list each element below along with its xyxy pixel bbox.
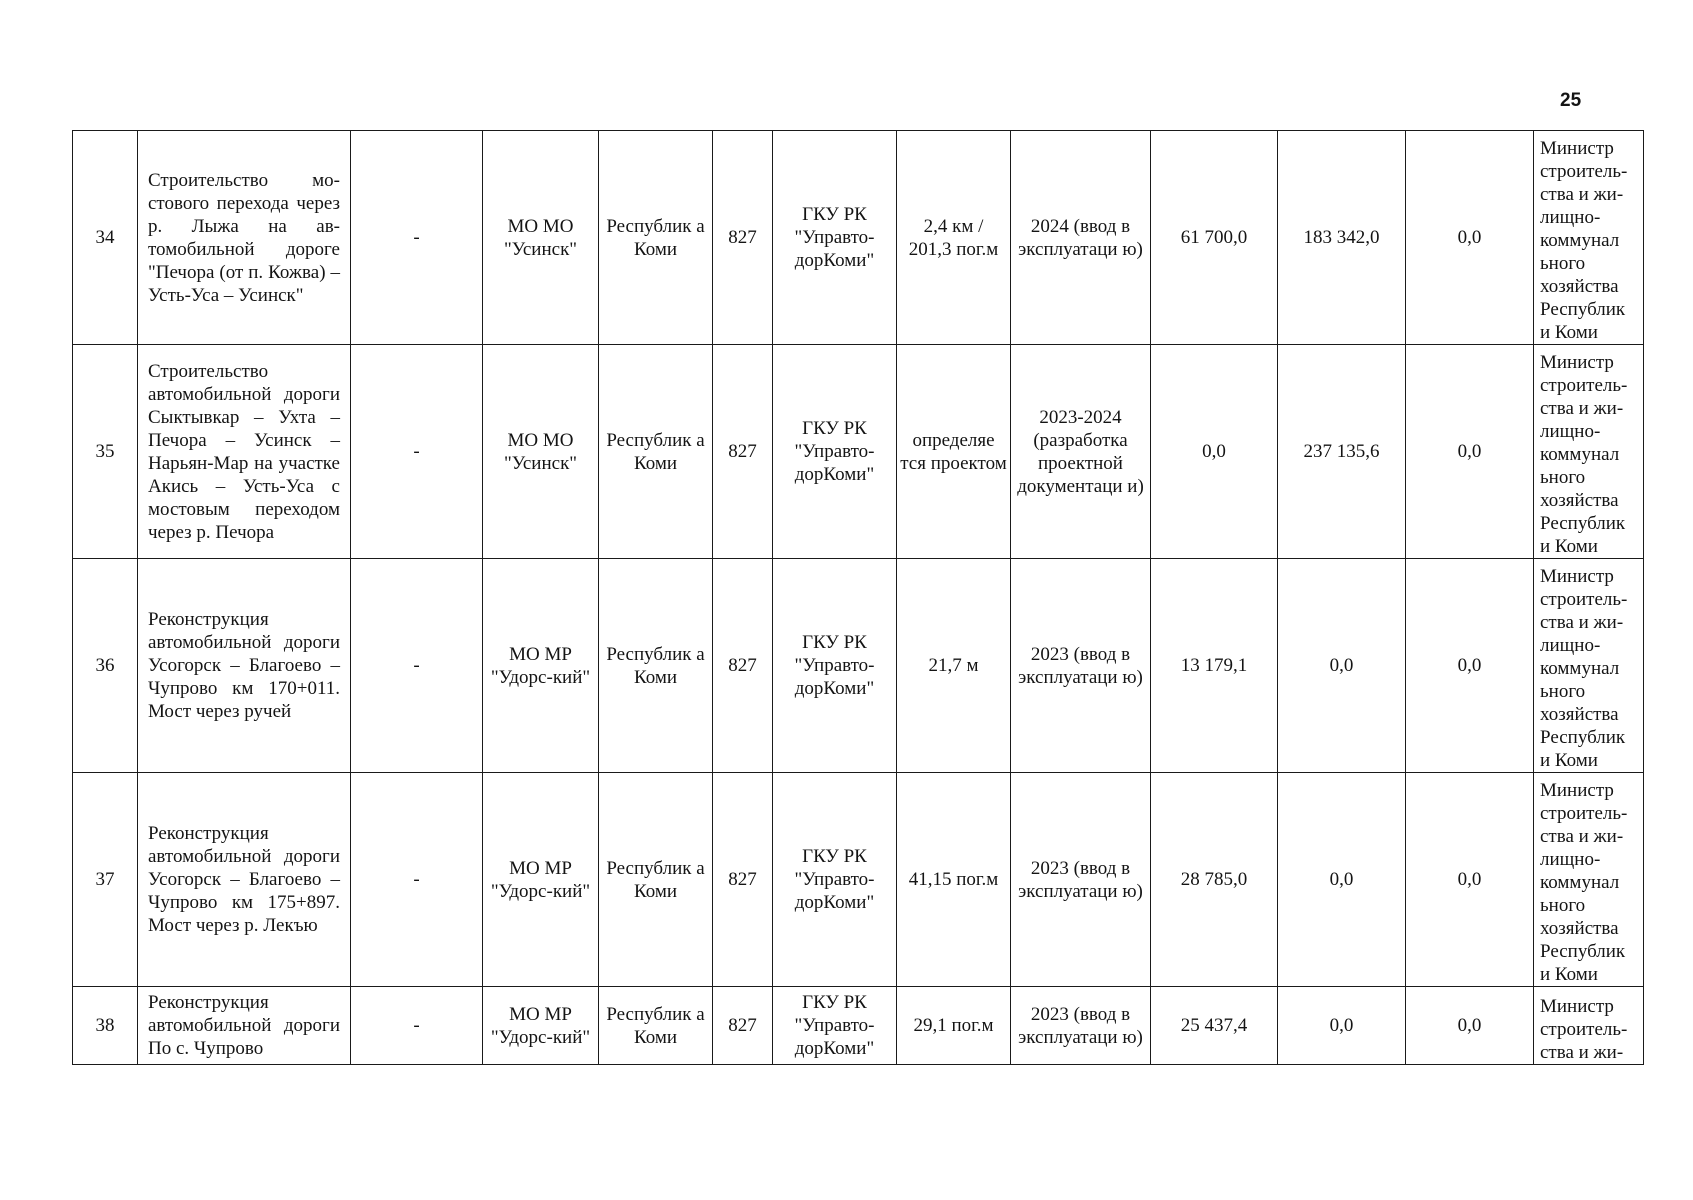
- responsible: Министр строитель-ства и жи-лищно-коммунал ьного хозяйства Республик и Коми: [1534, 773, 1644, 987]
- period: 2023 (ввод в эксплуатаци ю): [1011, 773, 1151, 987]
- region: Республик а Коми: [599, 987, 713, 1065]
- capacity: 2,4 км / 201,3 пог.м: [897, 131, 1011, 345]
- responsible: Министр строитель-ства и жи-лищно-коммунал ьного хозяйства Республик и Коми: [1534, 345, 1644, 559]
- dash-cell: -: [351, 345, 483, 559]
- row-number: 34: [73, 131, 138, 345]
- region: Республик а Коми: [599, 131, 713, 345]
- code: 827: [713, 773, 773, 987]
- sum-1: 13 179,1: [1151, 559, 1278, 773]
- municipality: МО МР "Удорс-кий": [483, 773, 599, 987]
- code: 827: [713, 987, 773, 1065]
- row-number: 36: [73, 559, 138, 773]
- sum-1: 61 700,0: [1151, 131, 1278, 345]
- sum-1: 25 437,4: [1151, 987, 1278, 1065]
- responsible: Министр строитель-ства и жи-лищно-коммунал ьного хозяйства Республик и Коми: [1534, 559, 1644, 773]
- municipality: МО МР "Удорс-кий": [483, 987, 599, 1065]
- capacity: 21,7 м: [897, 559, 1011, 773]
- customer: ГКУ РК "Управто-дорКоми": [773, 559, 897, 773]
- region: Республик а Коми: [599, 559, 713, 773]
- row-number: 38: [73, 987, 138, 1065]
- region: Республик а Коми: [599, 345, 713, 559]
- table-row: [73, 345, 1644, 559]
- object-name: Строительство мо-стового перехода через р. Лыжа на ав-томобильной дороге "Печора (от п. Кожва) – Усть-Уса – Усинск": [138, 131, 351, 345]
- municipality: МО МО "Усинск": [483, 131, 599, 345]
- projects-table: [72, 130, 1644, 1065]
- dash-cell: -: [351, 559, 483, 773]
- sum-3: 0,0: [1406, 987, 1534, 1065]
- sum-3: 0,0: [1406, 345, 1534, 559]
- period: 2023 (ввод в эксплуатаци ю): [1011, 559, 1151, 773]
- code: 827: [713, 345, 773, 559]
- period: 2023-2024 (разработка проектной документаци и): [1011, 345, 1151, 559]
- customer: ГКУ РК "Управто-дорКоми": [773, 987, 897, 1065]
- sum-2: 237 135,6: [1278, 345, 1406, 559]
- sum-2: 183 342,0: [1278, 131, 1406, 345]
- capacity: 29,1 пог.м: [897, 987, 1011, 1065]
- dash-cell: -: [351, 987, 483, 1065]
- sum-2: 0,0: [1278, 987, 1406, 1065]
- municipality: МО МО "Усинск": [483, 345, 599, 559]
- period: 2024 (ввод в эксплуатаци ю): [1011, 131, 1151, 345]
- object-name: Реконструкция автомобильной дороги По с. Чупрово: [138, 987, 351, 1065]
- page-number: 25: [1560, 90, 1582, 111]
- responsible: Министр строитель-ства и жи-: [1534, 987, 1644, 1065]
- capacity: определяе тся проектом: [897, 345, 1011, 559]
- row-number: 37: [73, 773, 138, 987]
- sum-2: 0,0: [1278, 773, 1406, 987]
- dash-cell: -: [351, 131, 483, 345]
- code: 827: [713, 559, 773, 773]
- code: 827: [713, 131, 773, 345]
- table-row: [73, 559, 1644, 773]
- responsible: Министр строитель-ства и жи-лищно-коммунал ьного хозяйства Республик и Коми: [1534, 131, 1644, 345]
- sum-3: 0,0: [1406, 773, 1534, 987]
- sum-2: 0,0: [1278, 559, 1406, 773]
- sum-3: 0,0: [1406, 131, 1534, 345]
- table-row: [73, 131, 1644, 345]
- object-name: Реконструкция автомобильной дороги Усогорск – Благоево – Чупрово км 175+897. Мост через р. Лекъю: [138, 773, 351, 987]
- sum-1: 28 785,0: [1151, 773, 1278, 987]
- object-name: Реконструкция автомобильной дороги Усогорск – Благоево – Чупрово км 170+011. Мост через ручей: [138, 559, 351, 773]
- object-name: Строительство автомобильной дороги Сыктывкар – Ухта – Печора – Усинск – Нарьян-Мар на участке Акись – Усть-Уса с мостовым переходом через р. Печора: [138, 345, 351, 559]
- dash-cell: -: [351, 773, 483, 987]
- customer: ГКУ РК "Управто-дорКоми": [773, 345, 897, 559]
- sum-1: 0,0: [1151, 345, 1278, 559]
- table-row: [73, 987, 1644, 1065]
- region: Республик а Коми: [599, 773, 713, 987]
- capacity: 41,15 пог.м: [897, 773, 1011, 987]
- municipality: МО МР "Удорс-кий": [483, 559, 599, 773]
- row-number: 35: [73, 345, 138, 559]
- customer: ГКУ РК "Управто-дорКоми": [773, 131, 897, 345]
- customer: ГКУ РК "Управто-дорКоми": [773, 773, 897, 987]
- table-row: [73, 773, 1644, 987]
- sum-3: 0,0: [1406, 559, 1534, 773]
- period: 2023 (ввод в эксплуатаци ю): [1011, 987, 1151, 1065]
